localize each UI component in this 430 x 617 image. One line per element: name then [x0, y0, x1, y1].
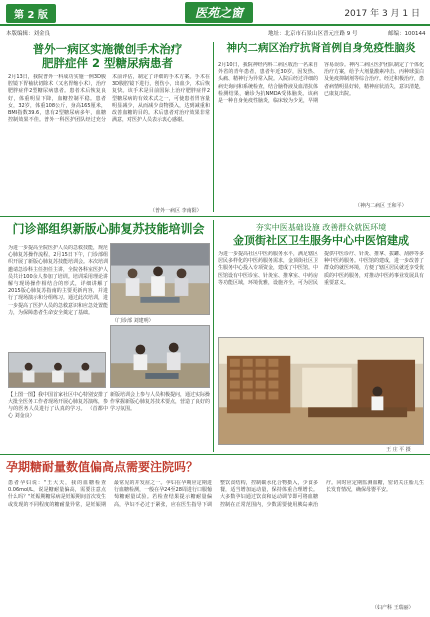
article-4-body: 为进一步提高社区中医药服务水平，满足辖区居民多样化的中医药服务需求，金顶街社区卫生服务中心投入专项资金，建成了中医馆。中医馆设有中医诊室、针灸室、推拿室、中药房等功能区域，环境优雅，设施齐全，可为居民提供中医诊疗、针灸、推拿、拔罐、刮痧等多种中医药服务。中医馆的建成，进一步改善了群众的就医环境，方便了辖区居民就近享受优质的中医药服务，对推动中医药事业发展具有重要意义。	[218, 251, 424, 286]
tcm-hall-photo	[218, 337, 424, 445]
article-5-credit: （妇产科 王瑞丽）	[372, 605, 414, 611]
article-2-credit: （神内二病区 王和平）	[355, 203, 407, 209]
article-4-photo-credit: 王 庄 平 摄	[386, 447, 411, 453]
article-5-body: 患者孕妇说："王大夫，我的血糖检查0.06mol/L，说是糖耐量偏高，需要注意点什么吗？"妊娠期糖尿病是妊娠期间首次发生或发现的不同程度的糖耐量异常，是妊娠期最常见的并发症之一。孕妇在孕期应定期进行血糖检测，一般在孕24至28周进行口服葡萄糖耐量试验。若检查结果提示糖耐量偏高，孕妇不必过于紧张，应在医生指导下调整饮食结构，控制碳水化合物摄入，少食多餐，适当增加运动量，保持体重合理增长。大多数孕妇通过饮食和运动调节即可将血糖控制在正常范围内，少数需要使用胰岛素治疗。同时应定期监测血糖，密切关注胎儿生长发育情况，确保母婴平安。	[8, 480, 424, 508]
article-1-body: 2月13日，我院普外一科成功实施一例3D腹腔镜下胃袖状切除术（又名胃缩小术），治疗肥胖症伴2型糖尿病患者。患者术后恢复良好，体重明显下降，血糖控制平稳。患者女，32岁，体重108公斤，身高165厘米，BMI指数39.6，患有2型糖尿病多年，血糖控制效果不佳。普外一科医护团队经过充分术前评估，制定了详细的手术方案。手术在3D腹腔镜下进行，创伤小，出血少，术后恢复快。该手术是目前国际上治疗肥胖症伴2型糖尿病的有效术式之一，可使患者胃容量明显减少，从而减少食物摄入，达到减重和改善血糖的目的。术后患者对治疗效果非常满意，对医护人员表示衷心感谢。	[8, 74, 210, 124]
column-divider	[213, 42, 214, 212]
page-header	[0, 0, 430, 26]
article-2-body: 2月10日，我院神经内科二病区收治一名来自外省的青年患者，患者年近30岁，因发热、头痛、精神行为异常入院。入院后经过详细的病史询问和系统检查，结合脑脊液及血清抗体检测结果，确诊为抗NMDA受体脑炎。该病是一种自身免疫性脑炎，临床较为少见，早期容易误诊。神内二病区医护团队制定了个体化治疗方案，给予大剂量激素冲击、丙种球蛋白及免疫抑制剂等综合治疗。经过积极治疗，患者病情明显好转，精神症状消失，意识清楚，已康复出院。	[218, 62, 424, 105]
article-3-caption-2: 新版培训会上参与人员积极提问，通过实际操作掌握新版心肺复苏技术要点，营造了良好的学习氛围。	[110, 392, 211, 412]
cpr-drill-photo-2	[110, 325, 210, 388]
tcm-hall-scene	[219, 338, 423, 445]
article-1-headline-line2: 肥胖症伴 2 型糖尿病患者	[41, 56, 173, 70]
article-4-headline: 金顶街社区卫生服务中心中医馆建成	[233, 234, 409, 247]
section-badge: 第 2 版	[6, 4, 56, 23]
article-4-kicker: 夯实中医基础设施 改善群众就医环境	[255, 223, 387, 232]
section-divider-2	[0, 454, 430, 455]
issue-date: 2017 年 3 月 1 日	[344, 9, 420, 19]
article-3-photo-caption	[8, 392, 108, 452]
article-3-credit: （门诊部 刘建明）	[112, 318, 154, 324]
cpr-drill-photo-1	[8, 352, 106, 388]
page-meta	[0, 28, 430, 38]
editor-line: 本版编辑：刘金良	[6, 31, 51, 37]
article-3-photo-caption-text: 【上图一图】我中国首家社区中心特别安排了大批全医务工作者现场开展心肺复苏演练，参与的医务人员进行了认真的学习。	[8, 392, 109, 412]
zip-line: 邮编：100144	[388, 31, 426, 37]
article-3-headline: 门诊部组织新版心肺复苏技能培训会	[12, 222, 205, 236]
address-line: 地址：北京市石景山区晋元庄路 9 号	[268, 31, 358, 37]
article-3-photo-credit: （首都中心 刘金良）	[8, 406, 108, 419]
cpr-drill-scene-2	[111, 326, 209, 388]
cpr-drill-scene-1	[9, 353, 105, 388]
article-2-headline: 神内二病区治疗抗肾首例自身免疫性脑炎	[226, 42, 416, 54]
column-divider-2	[213, 220, 214, 452]
article-1-credit: （普外一病区 李南阳）	[150, 208, 202, 214]
cpr-training-scene	[111, 244, 209, 315]
article-5-headline: 孕期糖耐量数值偏高点需要注院吗？	[6, 460, 199, 474]
section-divider	[0, 216, 430, 217]
cpr-training-photo	[110, 243, 210, 315]
article-1-headline-line1: 普外一病区实施微创手术治疗	[32, 42, 183, 56]
section-brand-logo: 医苑之窗	[185, 2, 253, 23]
article-3-body: 为进一步提高全院医护人员的急救技能，规范心肺复苏操作流程，2月15日下午，门诊部组织开展了新版心肺复苏技能培训会。本次培训邀请急诊科主任担任主讲，全院各科室医护人员共计100余人参加了培训。培训采用理论讲解与现场操作相结合的形式，详细讲解了2015版心肺复苏指南的主要更新内容，并进行了现场演示和分组练习。通过此次培训，进一步提高了医护人员的急救意识和应急处置能力，为保障患者生命安全奠定了基础。	[8, 245, 108, 316]
article-1-headline	[10, 42, 205, 70]
